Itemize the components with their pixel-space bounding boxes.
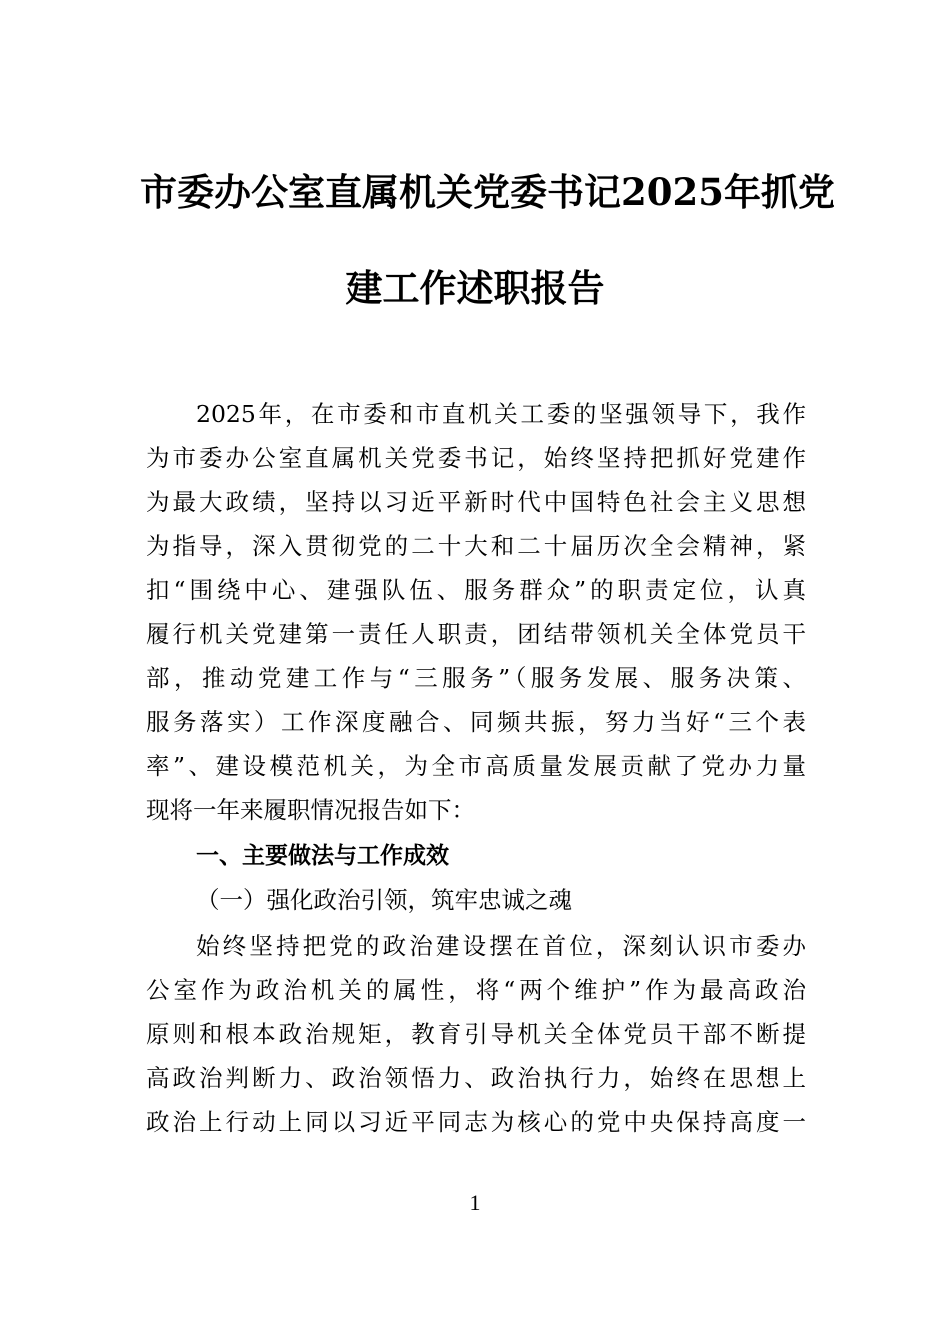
intro-paragraph-line: 履行机关党建第一责任人职责，团结带领机关全体党员干 — [146, 620, 806, 648]
section-paragraph-line: 公室作为政治机关的属性，将“两个维护”作为最高政治 — [146, 976, 806, 1004]
intro-paragraph-line: 服务落实）工作深度融合、同频共振，努力当好“三个表 — [146, 708, 806, 736]
intro-paragraph-line: 为指导，深入贯彻党的二十大和二十届历次全会精神，紧 — [146, 532, 806, 560]
intro-paragraph-line: 为最大政绩，坚持以习近平新时代中国特色社会主义思想 — [146, 488, 806, 516]
section-paragraph-line: 原则和根本政治规矩，教育引导机关全体党员干部不断提 — [146, 1020, 806, 1048]
section-heading-level-2: （一）强化政治引领，筑牢忠诚之魂 — [196, 886, 572, 914]
section-heading-level-1: 一、主要做法与工作成效 — [196, 843, 449, 869]
page-number: 1 — [469, 1190, 481, 1215]
intro-paragraph-line: 2025年，在市委和市直机关工委的坚强领导下，我作 — [196, 400, 806, 428]
section-paragraph-line: 政治上行动上同以习近平同志为核心的党中央保持高度一 — [146, 1108, 806, 1136]
intro-paragraph-line: 率”、建设模范机关，为全市高质量发展贡献了党办力量 — [146, 752, 806, 780]
document-title-line-1: 市委办公室直属机关党委书记2025年抓党 — [140, 170, 835, 214]
intro-paragraph-line: 扣“围绕中心、建强队伍、服务群众”的职责定位，认真 — [146, 576, 806, 604]
intro-paragraph-line: 部，推动党建工作与“三服务”（服务发展、服务决策、 — [146, 664, 806, 692]
intro-paragraph-line: 为市委办公室直属机关党委书记，始终坚持把抓好党建作 — [146, 444, 806, 472]
document-title-line-2: 建工作述职报告 — [345, 266, 605, 310]
section-paragraph-line: 高政治判断力、政治领悟力、政治执行力，始终在思想上 — [146, 1064, 806, 1092]
intro-paragraph-line: 现将一年来履职情况报告如下： — [146, 796, 475, 824]
section-paragraph-line: 始终坚持把党的政治建设摆在首位，深刻认识市委办 — [196, 932, 806, 960]
